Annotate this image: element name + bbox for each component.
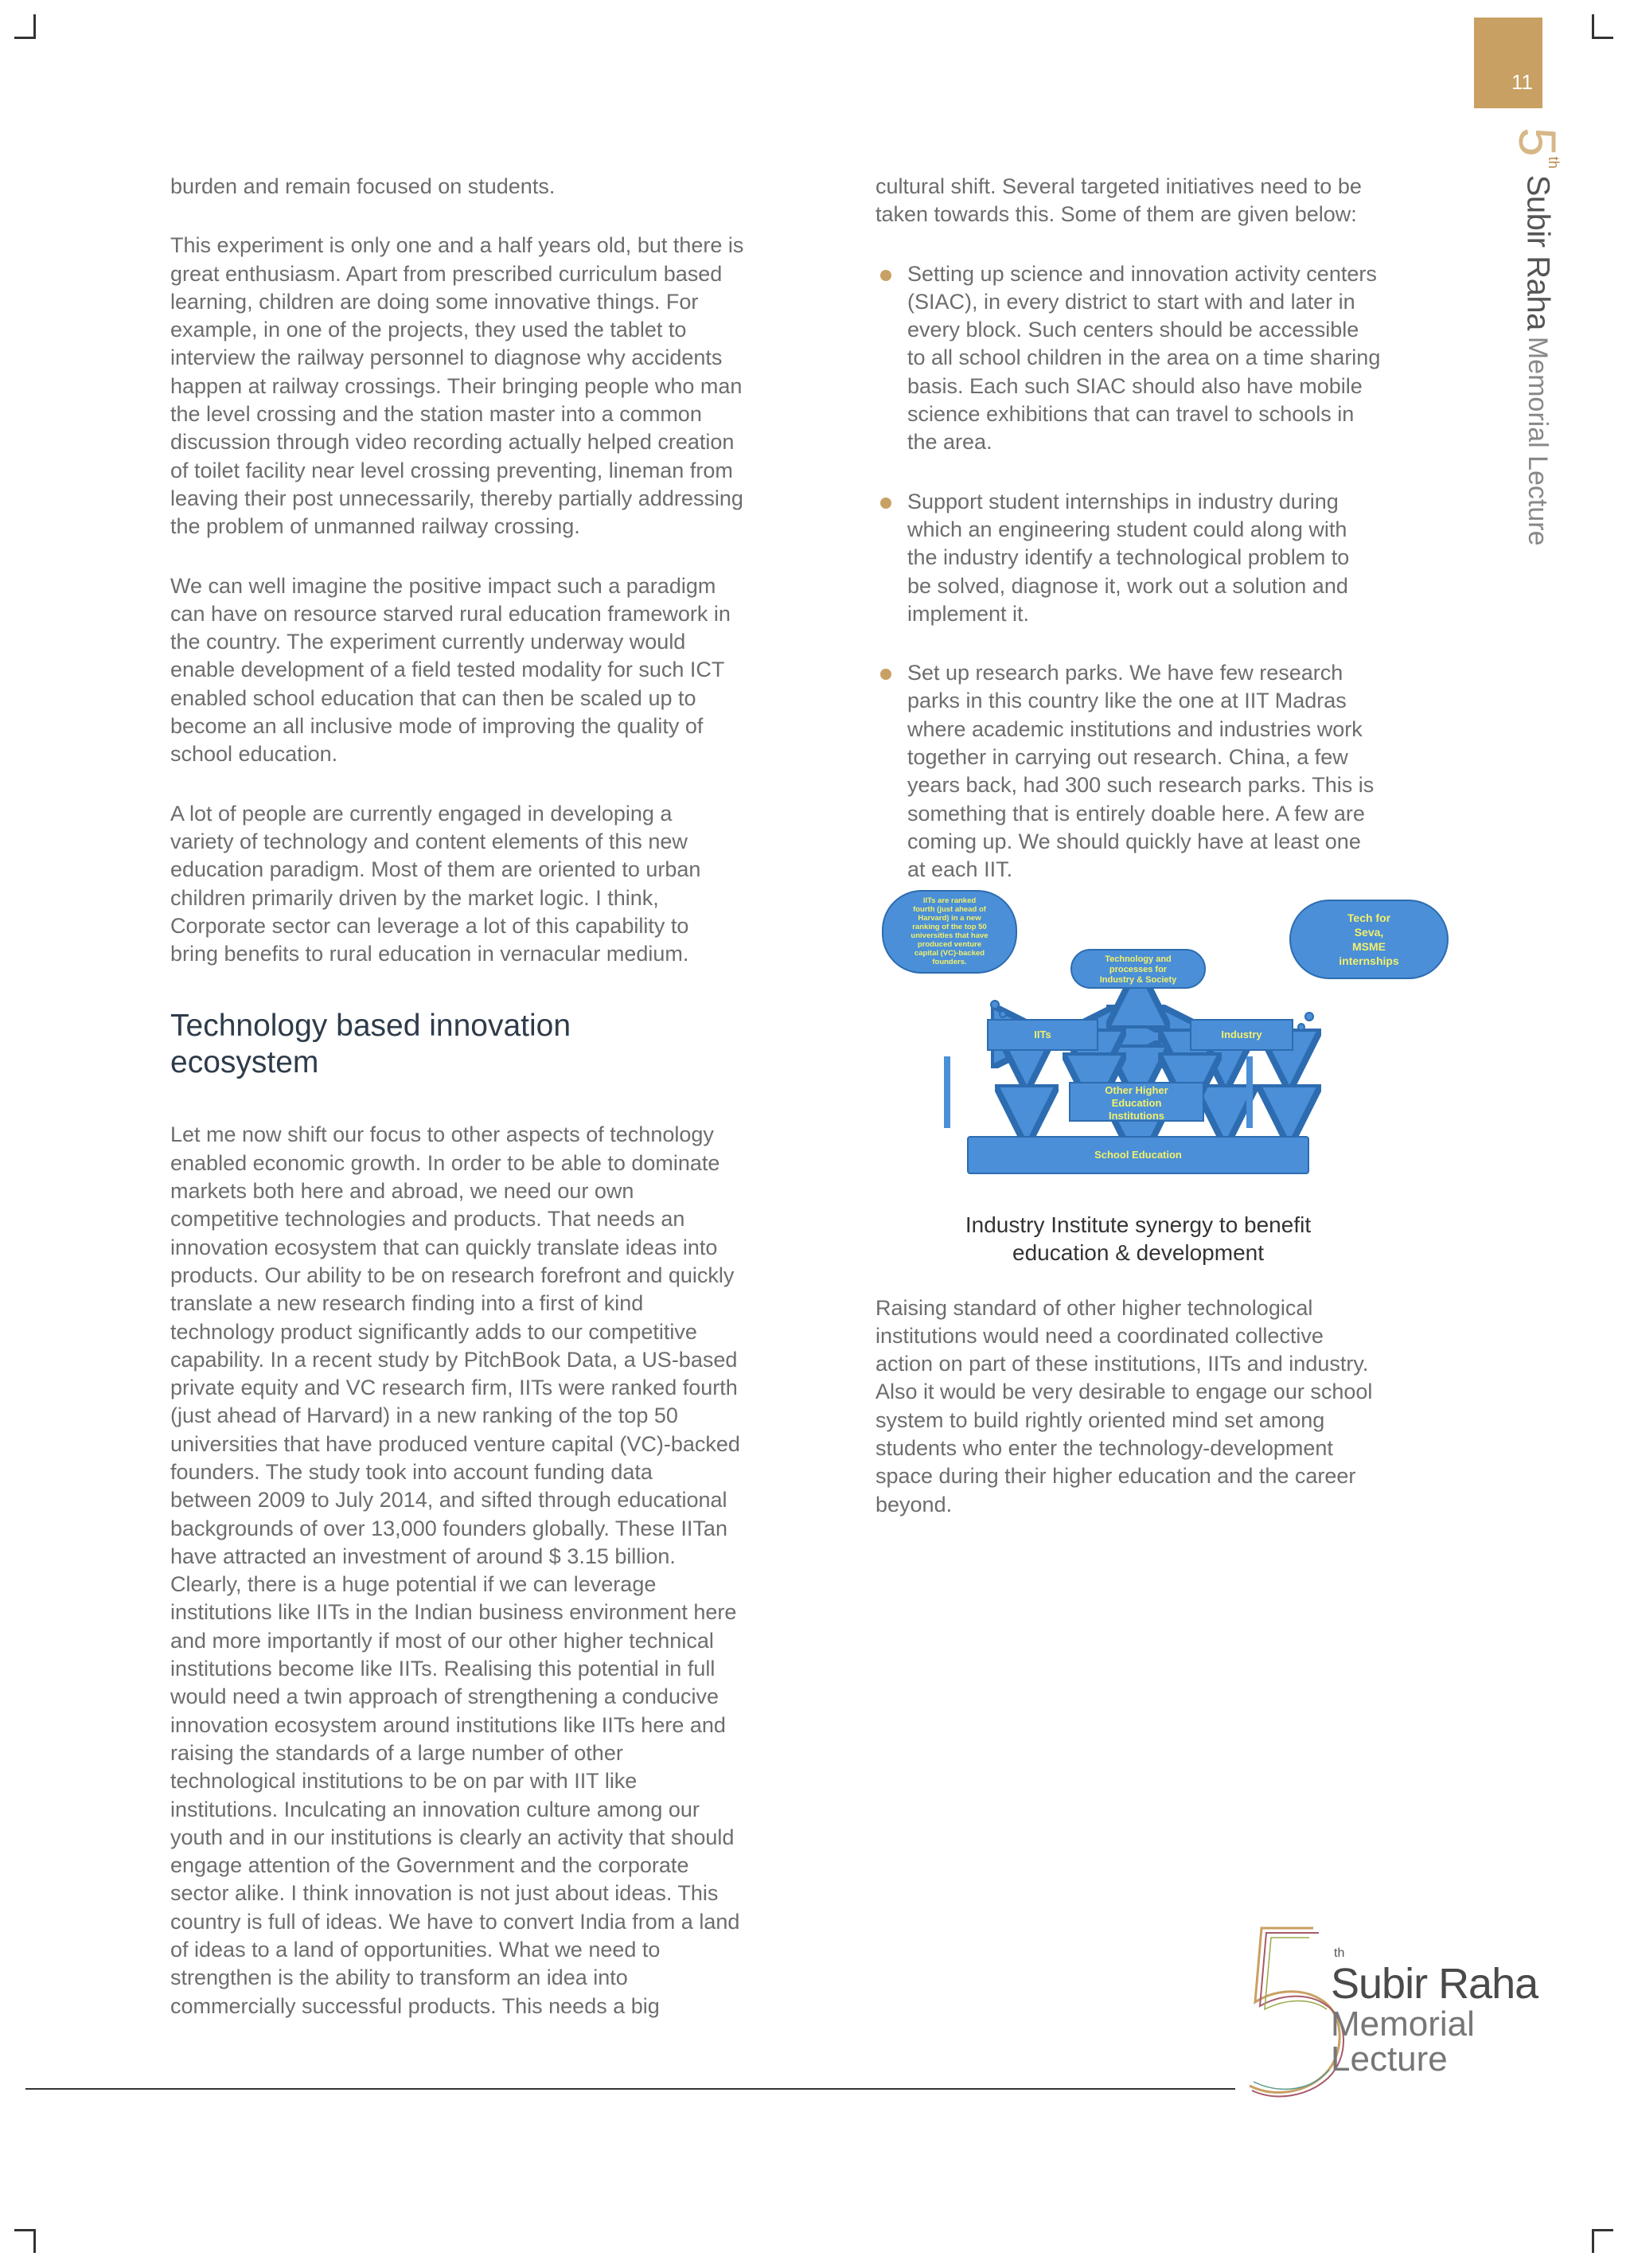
side-header-five: 5 — [1508, 127, 1567, 157]
paragraph: We can well imagine the positive impact such a paradigm can have on resource starved rural education framework in the country. The experiment currently underway would enable development of a field tested modality for such ICT enabled school education that can then be scaled up to become an all inclusive mode of improving the quality of school education. — [170, 573, 731, 767]
page-number: 11 — [1511, 70, 1533, 94]
bullet-text: Support student internships in industry during which an engineering student could along with the industry identify a technological problem to be solved, diagnose it, work out a solution and implement it. — [907, 489, 1350, 626]
cloud-tech-for-seva: Tech for Seva, MSME internships — [1289, 900, 1449, 979]
right-column — [875, 173, 1401, 1519]
paragraph: Raising standard of other higher technological institutions would need a coordinated collective action on part of these institutions, IITs and industry. Also it would be very desirable to engage our school system to build rightly oriented mind set among students who enter the technology-development space during their higher education and the career beyond. — [875, 1295, 1373, 1517]
crop-mark-top-right — [1592, 37, 1613, 39]
bullet-item — [875, 488, 1401, 628]
box-other-higher-education: Other Higher Education Institutions — [1069, 1082, 1204, 1122]
logo-sup: th — [1334, 1946, 1345, 1960]
page-number-tab — [1474, 18, 1542, 108]
bullet-item — [875, 659, 1401, 884]
section-heading: Technology based innovation ecosystem — [170, 1009, 571, 1080]
paragraph: This experiment is only one and a half years old, but there is great enthusiasm. Apart from prescribed curriculum based learning, children are doing some innovative things. For example, in one of the projects, they used the tablet to interview the railway personnel to diagnose why accidents happen at railway crossings. Their bringing people who man the level crossing and the station master into a common discussion through video recording actually helped creation of toilet facility near level crossing preventing, lineman from leaving their post unnecessarily, thereby partially addressing the problem of unmanned railway crossing. — [170, 233, 744, 539]
logo-text — [1331, 1946, 1538, 2077]
cloud-technology-processes: Technology and processes for Industry & Society — [1070, 949, 1206, 989]
bullet-dot-icon — [880, 669, 891, 680]
paragraph: A lot of people are currently engaged in developing a variety of technology and content elements of this new education paradigm. Most of them are oriented to urban children primarily driven by the market logic. I think, Corporate sector can leverage a lot of this capability to bring benefits to rural education in vernacular medium. — [170, 801, 701, 966]
bullet-text: Set up research parks. We have few research parks in this country like the one at IIT Madras where academic institutions and industries work together in carrying out research. China, a few years back, had 300 such research parks. This is something that is entirely doable here. A few are coming up. We should quickly have at least one at each IIT. — [907, 661, 1375, 882]
paragraph: Let me now shift our focus to other aspects of technology enabled economic growth. In order to be able to dominate markets both here and abroad, we need our own competitive technologies and products. That needs an innovation ecosystem that can quickly translate ideas into products. Our ability to be on research forefront and quickly translate a new research finding into a first of kind technology product significantly adds to our competitive capability. In a recent study by PitchBook Data, a US-based private equity and VC research firm, IITs were ranked fourth (just ahead of Harvard) in a new ranking of the top 50 universities that have produced venture capital (VC)-backed founders. The study took into account funding data between 2009 to July 2014, and sifted through educational backgrounds of over 13,000 founders globally. These IITan have attracted an investment of around $ 3.15 billion. Clearly, there is a huge potential if we can leverage institutions like IITs in the Indian business environment here and more importantly if most of our other higher technical institutions become like IITs. Realising this potential in full would need a twin approach of strengthening a conducive innovation ecosystem around institutions like IITs here and raising the standards of a large number of other technological institutions to be on par with IIT like institutions. Inculcating an innovation culture among our youth and in our institutions is clearly an activity that should engage attention of the Government and the corporate sector alike. I think innovation is not just about ideas. This country is full of ideas. We have to convert India from a land of ideas to a land of opportunities. What we need to strengthen is the ability to transform an idea into commercially successful products. This needs a big — [170, 1122, 740, 2018]
logo-line-lecture: Lecture — [1331, 2040, 1448, 2079]
crop-mark-top-left — [14, 37, 36, 39]
side-running-header — [1508, 127, 1568, 557]
box-school-education: School Education — [967, 1136, 1309, 1174]
bottom-rule — [25, 2088, 1235, 2090]
box-industry: Industry — [1190, 1019, 1293, 1051]
side-header-name: Subir Raha — [1520, 174, 1556, 330]
crop-mark-bottom-left — [14, 2229, 36, 2231]
cloud-iits-ranking: IITs are ranked fourth (just ahead of Harvard) in a new ranking of the top 50 universities that have produced venture capital (VC)-backed founders. — [882, 890, 1017, 974]
logo-name: Subir Raha — [1331, 1960, 1538, 2008]
bullet-dot-icon — [880, 498, 891, 509]
paragraph: burden and remain focused on students. — [170, 174, 556, 198]
bullet-item — [875, 260, 1401, 457]
paragraph: cultural shift. Several targeted initiatives need to be taken towards this. Some of them are given below: — [875, 174, 1362, 227]
side-header-rest: Memorial Lecture — [1523, 336, 1554, 546]
box-iits: IITs — [987, 1019, 1098, 1051]
bullet-text: Setting up science and innovation activity centers (SIAC), in every district to start with and later in every block. Such centers should be accessible to all school children in the area on a time sharing basis. Each such SIAC should also have mobile science exhibitions that can travel to schools in the area. — [907, 261, 1381, 455]
crop-mark-bottom-right — [1592, 2229, 1594, 2253]
crop-mark-bottom-right — [1592, 2229, 1613, 2231]
side-header-sup: th — [1546, 156, 1562, 169]
crop-mark-top-left — [33, 14, 36, 38]
logo-line-memorial: Memorial — [1331, 2005, 1475, 2044]
left-column — [170, 173, 775, 2020]
crop-mark-top-right — [1592, 14, 1594, 38]
bullet-dot-icon — [880, 270, 891, 281]
crop-mark-bottom-left — [33, 2229, 36, 2253]
synergy-diagram — [875, 885, 1449, 1188]
figure-caption: Industry Institute synergy to benefit education & development — [965, 1212, 1312, 1265]
